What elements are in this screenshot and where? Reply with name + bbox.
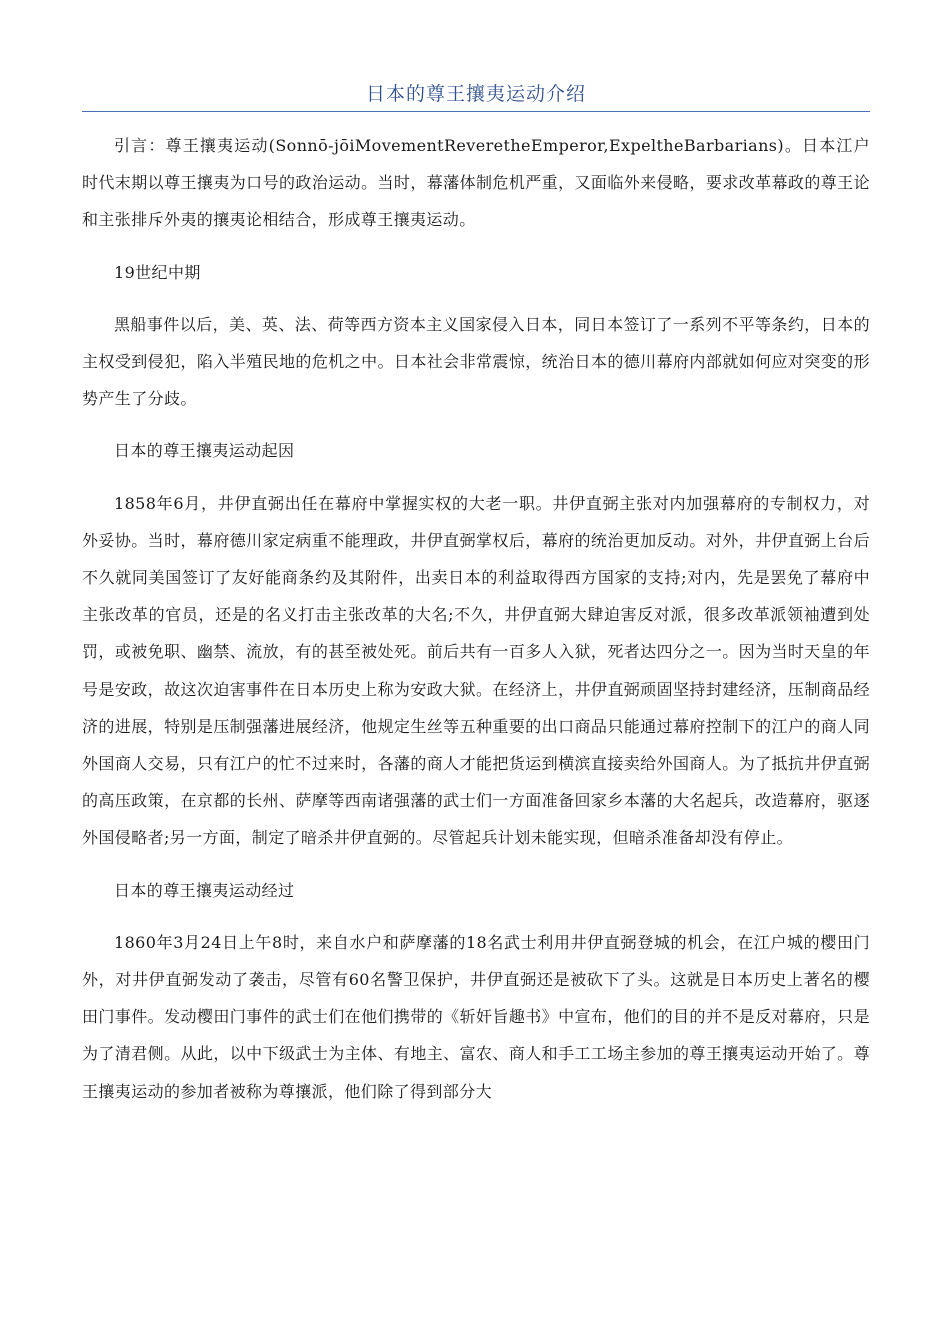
page-title: 日本的尊王攘夷运动介绍	[365, 83, 586, 105]
section-heading-course: 日本的尊王攘夷运动经过	[114, 880, 295, 900]
paragraph-causes: 1858年6月，井伊直弼出任在幕府中掌握实权的大老一职。井伊直弼主张对内加强幕府的专制权力，对外妥协。当时，幕府德川家定病重不能理政，井伊直弼掌权后，幕府的统治更加反动。对外，井伊直弼上台后不久就同美国签订了友好能商条约及其附件，出卖日本的利益取得西方国家的支持;对内，先是罢免了幕府中主张改革的官员，还是的名义打击主张改革的大名;不久，井伊直弼大肆迫害反对派，很多改革派领袖遭到处罚，或被免职、幽禁、流放，有的甚至被处死。前后共有一百多人入狱，死者达四分之一。因为当时天皇的年号是安政，故这次迫害事件在日本历史上称为安政大狱。在经济上，井伊直弼顽固坚持封建经济，压制商品经济的进展，特别是压制强藩进展经济，他规定生丝等五种重要的出口商品只能通过幕府控制下的江户的商人同外国商人交易，只有江户的忙不过来时，各藩的商人才能把货运到横滨直接卖给外国商人。为了抵抗井伊直弼的高压政策，在京都的长州、萨摩等西南诸强藩的武士们一方面准备回家乡本藩的大名起兵，改造幕府，驱逐外国侵略者;另一方面，制定了暗杀井伊直弼的。尽管起兵计划未能实现，但暗杀准备却没有停止。	[82, 493, 870, 848]
section-heading-causes: 日本的尊王攘夷运动起因	[114, 441, 295, 461]
title-divider	[82, 111, 870, 112]
document-page	[82, 0, 870, 1110]
paragraph-course: 1860年3月24日上午8时，来自水户和萨摩藩的18名武士利用井伊直弼登城的机会，在江户城的樱田门外，对井伊直弼发动了袭击，尽管有60名警卫保护，井伊直弼还是被砍下了头。这就是日本历史上著名的樱田门事件。发动樱田门事件的武士们在他们携带的《斩奸旨趣书》中宣布，他们的目的并不是反对幕府，只是为了清君侧。从此，以中下级武士为主体、有地主、富农、商人和手工工场主参加的尊王攘夷运动开始了。尊王攘夷运动的参加者被称为尊攘派，他们除了得到部分大	[82, 932, 870, 1101]
paragraph-intro: 引言：尊王攘夷运动(Sonnō-jōiMovementReveretheEmperor,ExpeltheBarbarians)。日本江户时代末期以尊王攘夷为口号的政治运动。当时，幕藩体制危机严重，又面临外来侵略，要求改革幕政的尊王论和主张排斥外夷的攘夷论相结合，形成尊王攘夷运动。	[82, 136, 870, 230]
section-heading-19th-century: 19世纪中期	[114, 262, 201, 282]
paragraph-black-ships: 黑船事件以后，美、英、法、荷等西方资本主义国家侵入日本，同日本签订了一系列不平等条约，日本的主权受到侵犯，陷入半殖民地的危机之中。日本社会非常震惊，统治日本的德川幕府内部就如何应对突变的形势产生了分歧。	[82, 314, 870, 409]
